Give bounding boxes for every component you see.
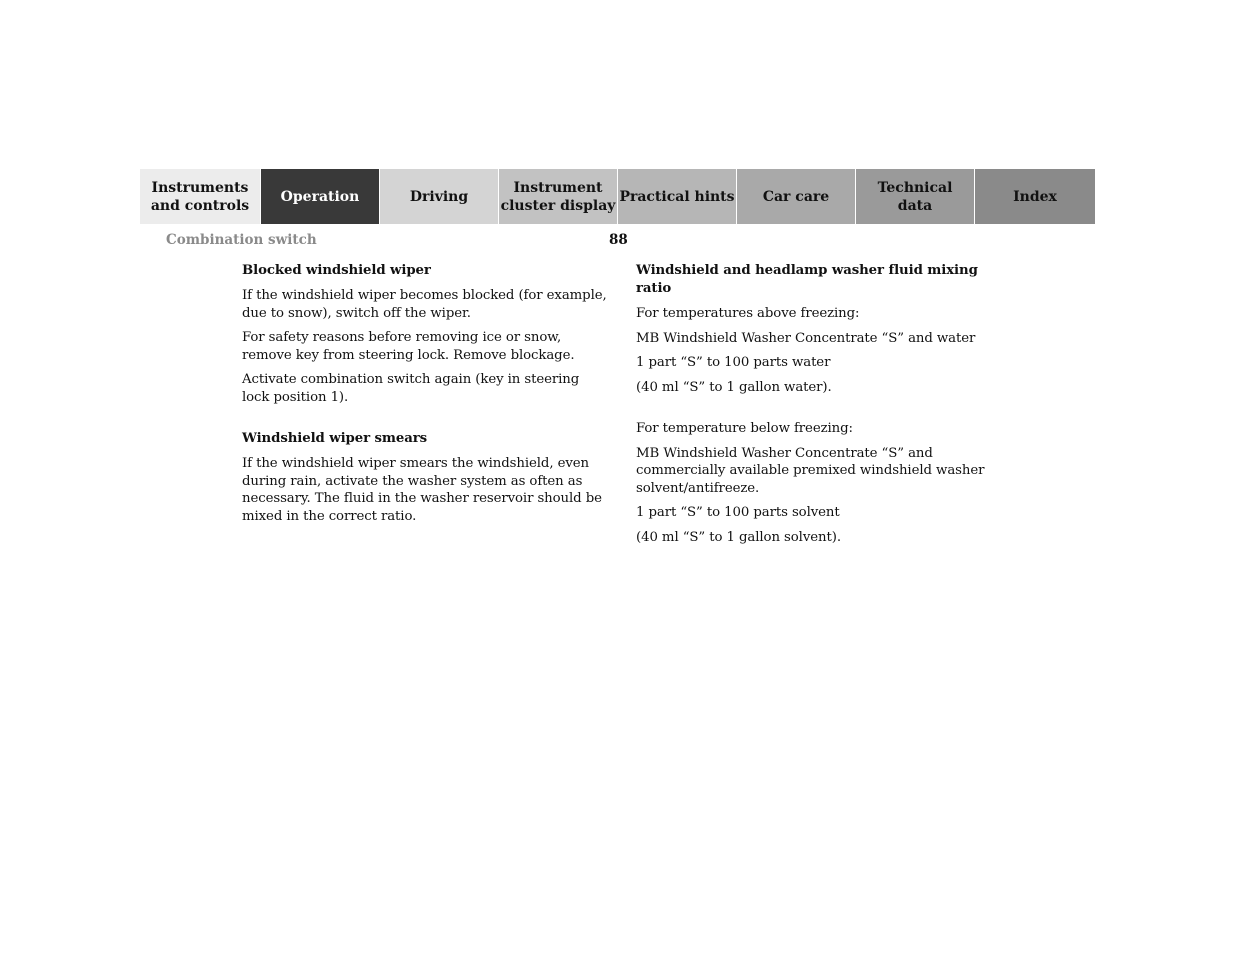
tab-index[interactable]: Index — [974, 169, 1095, 224]
tab-instruments-and-controls[interactable]: Instruments and controls — [140, 169, 260, 224]
paragraph: (40 ml “S” to 1 gallon water). — [636, 379, 832, 395]
spacer — [242, 413, 607, 430]
tab-practical-hints[interactable]: Practical hints — [617, 169, 736, 224]
heading-blocked-wiper: Blocked windshield wiper — [242, 263, 431, 278]
tab-instrument-cluster-display[interactable]: Instrument cluster display — [498, 169, 617, 224]
paragraph: If the windshield wiper smears the windshield, even during rain, activate the washer system as often as necessary. The fluid in the washer reservoir should be mixed in the correct ratio. — [242, 456, 602, 524]
paragraph: For safety reasons before removing ice or snow, remove key from steering lock. Remove blockage. — [242, 330, 575, 363]
right-column — [636, 262, 1006, 553]
heading-mixing-ratio: Windshield and headlamp washer fluid mixing ratio — [636, 263, 978, 296]
paragraph: For temperature below freezing: — [636, 421, 853, 436]
paragraph: 1 part “S” to 100 parts solvent — [636, 505, 840, 520]
chapter-tab-bar — [140, 169, 1095, 224]
paragraph: (40 ml “S” to 1 gallon solvent). — [636, 529, 841, 545]
left-column — [242, 262, 607, 532]
tab-driving[interactable]: Driving — [379, 169, 498, 224]
paragraph: MB Windshield Washer Concentrate “S” and commercially available premixed windshield washer solvent/antifreeze. — [636, 445, 985, 496]
paragraph: For temperatures above freezing: — [636, 306, 860, 321]
tab-car-care[interactable]: Car care — [736, 169, 855, 224]
paragraph: If the windshield wiper becomes blocked (for example, due to snow), switch off the wiper. — [242, 288, 607, 321]
tab-operation[interactable]: Operation — [260, 169, 379, 224]
paragraph: Activate combination switch again (key in steering lock position 1). — [242, 372, 580, 405]
section-title: Combination switch — [166, 232, 317, 248]
tab-technical-data[interactable]: Technical data — [855, 169, 974, 224]
spacer — [636, 403, 1006, 420]
page-number: 88 — [609, 232, 628, 248]
heading-wiper-smears: Windshield wiper smears — [242, 431, 428, 446]
paragraph: 1 part “S” to 100 parts water — [636, 355, 831, 370]
paragraph: MB Windshield Washer Concentrate “S” and water — [636, 330, 976, 346]
